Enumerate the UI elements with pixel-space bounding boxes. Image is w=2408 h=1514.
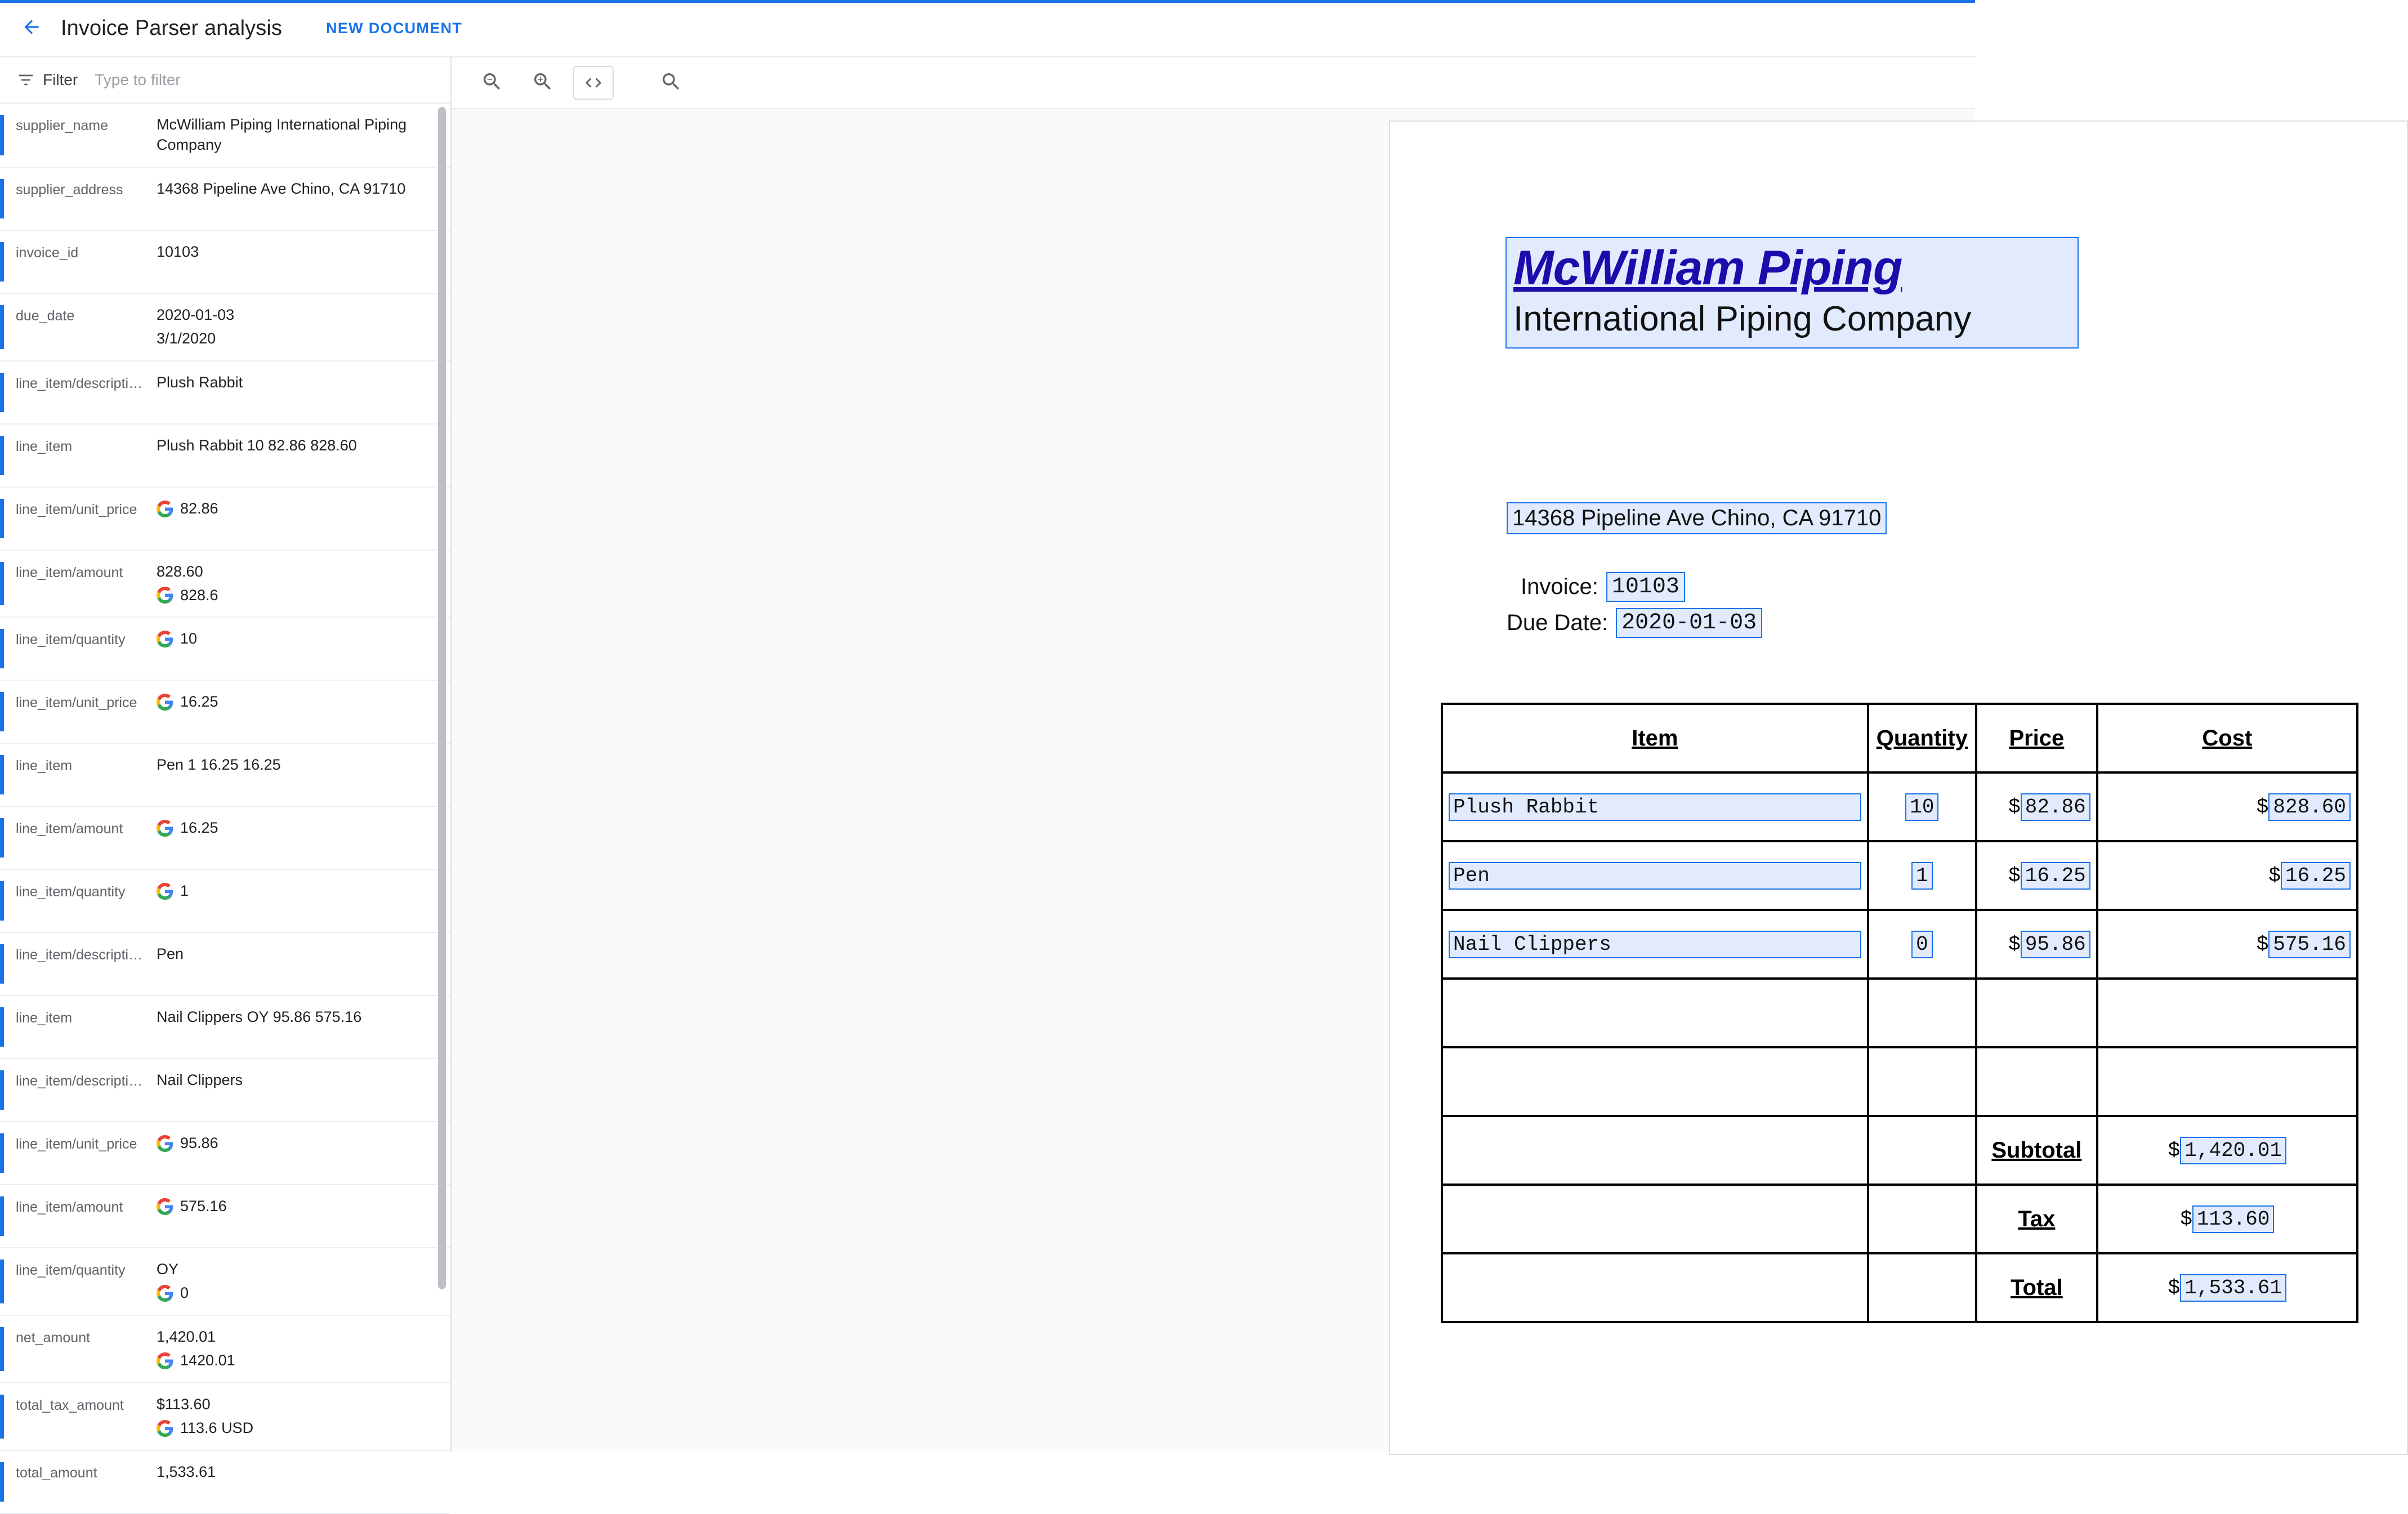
due-date-label: Due Date: — [1507, 610, 1609, 635]
entity-value-text: Nail Clippers OY 95.86 575.16 — [157, 1008, 362, 1026]
google-logo-icon — [157, 1420, 173, 1437]
entity-value-text: 0 — [180, 1284, 189, 1302]
invoice-table-header-row — [1442, 704, 2357, 772]
entity-color-bar — [0, 1260, 4, 1303]
entity-values — [157, 499, 450, 519]
entity-color-bar — [0, 692, 4, 731]
google-logo-icon — [157, 820, 173, 837]
totals-value-cell — [2097, 1116, 2357, 1185]
entity-value — [157, 436, 436, 456]
entity-color-bar — [0, 1462, 4, 1502]
entity-values — [157, 1007, 450, 1028]
line-item-quantity-highlight[interactable]: 10 — [1905, 793, 1938, 821]
entities-panel — [0, 57, 452, 1481]
document-canvas[interactable] — [452, 109, 2346, 1452]
google-logo-icon — [157, 1135, 173, 1152]
zoom-out-button[interactable] — [472, 62, 512, 103]
entity-color-bar — [0, 1133, 4, 1173]
entity-color-bar — [0, 305, 4, 349]
entity-value-text: 10103 — [157, 243, 199, 260]
back-button[interactable] — [16, 12, 47, 44]
invoice-table-row — [1442, 910, 2357, 979]
entity-value-text: 14368 Pipeline Ave Chino, CA 91710 — [157, 180, 406, 197]
page-title: Invoice Parser analysis — [61, 16, 283, 40]
entity-key: invoice_id — [16, 244, 79, 261]
entity-values — [157, 1070, 450, 1091]
entity-value-text: Pen — [157, 945, 184, 963]
empty-cell — [1868, 1047, 1976, 1116]
entity-key: line_item/unit_price — [16, 501, 137, 517]
entity-key: line_item/descripti… — [16, 1073, 143, 1089]
currency-symbol: $ — [2008, 864, 2021, 887]
entity-color-bar — [0, 562, 4, 606]
entity-row[interactable] — [0, 1248, 450, 1316]
entity-value — [157, 1327, 436, 1347]
invoice-table-empty-row — [1442, 1047, 2357, 1116]
entity-row[interactable] — [0, 1185, 450, 1248]
entity-values — [157, 818, 450, 838]
entity-value — [157, 373, 436, 393]
entity-values — [157, 629, 450, 649]
entity-value — [157, 692, 436, 712]
top-app-bar — [0, 0, 1975, 57]
entity-key: net_amount — [16, 1330, 91, 1346]
entity-row[interactable] — [0, 168, 450, 231]
view-json-button[interactable] — [573, 62, 614, 103]
entity-value-text: 828.6 — [180, 586, 218, 604]
main-body — [0, 57, 2346, 1481]
entity-value — [157, 1196, 436, 1217]
entity-values — [157, 755, 450, 775]
entity-key: line_item/quantity — [16, 1262, 126, 1279]
entity-row[interactable] — [0, 294, 450, 361]
invoice-totals-row — [1442, 1253, 2357, 1322]
entity-value — [157, 1462, 436, 1482]
arrow-back-icon — [21, 16, 42, 41]
entity-color-bar — [0, 629, 4, 668]
entity-value — [157, 115, 436, 155]
filter-label: Filter — [43, 71, 78, 88]
entity-row[interactable] — [0, 870, 450, 933]
invoice-table-row — [1442, 841, 2357, 910]
entity-value — [157, 1418, 436, 1439]
entity-value — [157, 944, 436, 964]
entity-color-bar — [0, 115, 4, 155]
totals-value-highlight[interactable]: 1,533.61 — [2180, 1274, 2286, 1302]
entity-value — [157, 586, 436, 606]
google-logo-icon — [157, 1198, 173, 1215]
entity-values — [157, 1462, 450, 1482]
entity-values — [157, 1133, 450, 1154]
entity-row[interactable] — [0, 933, 450, 996]
line-item-cost-highlight[interactable]: 828.60 — [2268, 793, 2351, 821]
filter-input[interactable] — [93, 70, 450, 90]
entity-value-text: 1420.01 — [180, 1352, 235, 1369]
google-logo-icon — [157, 587, 173, 604]
zoom-out-icon — [481, 70, 503, 96]
line-item-quantity-cell — [1868, 910, 1976, 979]
google-logo-icon — [157, 501, 173, 517]
google-logo-icon — [157, 883, 173, 900]
entity-value-text: Plush Rabbit 10 82.86 828.60 — [157, 436, 357, 454]
entity-row[interactable] — [0, 996, 450, 1059]
invoice-totals-row — [1442, 1185, 2357, 1253]
invoice-id-highlight[interactable]: 10103 — [1606, 572, 1685, 602]
entity-value — [157, 499, 436, 519]
entity-value — [157, 1070, 436, 1091]
entity-color-bar — [0, 881, 4, 921]
line-item-price-highlight[interactable]: 16.25 — [2021, 862, 2090, 890]
code-brackets-icon — [573, 66, 614, 100]
entity-color-bar — [0, 1007, 4, 1047]
entity-row[interactable] — [0, 551, 450, 618]
empty-cell — [1442, 1116, 1868, 1185]
entity-row[interactable] — [0, 425, 450, 488]
google-logo-icon — [157, 694, 173, 711]
totals-value-cell — [2097, 1185, 2357, 1253]
empty-cell — [1442, 1185, 1868, 1253]
totals-value-cell — [2097, 1253, 2357, 1322]
entity-color-bar — [0, 1395, 4, 1439]
entity-values — [157, 562, 450, 606]
entity-value-text: 16.25 — [180, 819, 218, 837]
entity-list[interactable] — [0, 104, 450, 1514]
entity-value-text: 1,420.01 — [157, 1328, 216, 1346]
entity-row[interactable] — [0, 231, 450, 294]
brand-line-1: McWilliam Piping — [1513, 241, 1902, 295]
entity-color-bar — [0, 818, 4, 858]
entity-values — [157, 881, 450, 901]
entity-value-text: OY — [157, 1261, 179, 1278]
search-document-button[interactable] — [651, 62, 691, 103]
line-item-quantity-cell — [1868, 841, 1976, 910]
entity-value — [157, 1283, 436, 1303]
line-item-price-cell — [1976, 910, 2097, 979]
entity-value-text: 95.86 — [180, 1135, 218, 1152]
entity-values — [157, 115, 450, 155]
entity-color-bar — [0, 1196, 4, 1236]
line-item-description-cell — [1442, 910, 1868, 979]
search-icon — [660, 70, 682, 96]
entity-color-bar — [0, 242, 4, 282]
viewer-toolbar — [452, 57, 1975, 109]
entity-value — [157, 179, 436, 199]
entity-row[interactable] — [0, 681, 450, 744]
entity-value-text: Plush Rabbit — [157, 373, 243, 391]
entity-value — [157, 1133, 436, 1154]
due-date-highlight[interactable]: 2020-01-03 — [1616, 608, 1762, 638]
entity-values — [157, 1327, 450, 1371]
empty-cell — [2097, 1047, 2357, 1116]
line-item-price-cell — [1976, 841, 2097, 910]
line-item-description-highlight[interactable]: Nail Clippers — [1449, 931, 1861, 958]
entity-key: line_item/quantity — [16, 632, 126, 648]
line-item-price-cell — [1976, 772, 2097, 841]
invoice-document — [1390, 122, 2407, 1454]
entity-color-bar — [0, 1327, 4, 1371]
line-item-quantity-cell — [1868, 772, 1976, 841]
entity-values — [157, 1260, 450, 1303]
totals-label-cell: Tax — [1976, 1185, 2097, 1253]
entity-value — [157, 562, 436, 582]
entity-key: line_item/descripti… — [16, 947, 143, 963]
entity-value-text: 575.16 — [180, 1198, 227, 1215]
zoom-in-icon — [531, 70, 554, 96]
line-item-description-cell — [1442, 772, 1868, 841]
entity-color-bar — [0, 179, 4, 218]
entity-key: supplier_address — [16, 181, 123, 198]
entity-key: supplier_name — [16, 118, 108, 133]
invoice-table-empty-row — [1442, 979, 2357, 1047]
entity-key: line_item/amount — [16, 821, 123, 837]
currency-symbol: $ — [2008, 795, 2021, 819]
entity-value — [157, 1395, 436, 1415]
entity-value-text: McWilliam Piping International Piping Company — [157, 116, 407, 153]
currency-symbol: $ — [2168, 1276, 2181, 1299]
entity-list-scrollbar[interactable] — [438, 107, 446, 1289]
totals-value-highlight[interactable]: 113.60 — [2192, 1205, 2275, 1233]
line-item-description-highlight[interactable]: Pen — [1449, 862, 1861, 890]
entity-value — [157, 242, 436, 262]
entity-key: total_amount — [16, 1464, 97, 1481]
empty-cell — [2097, 979, 2357, 1047]
invoice-table-row — [1442, 772, 2357, 841]
entity-key: line_item — [16, 758, 73, 774]
entity-row[interactable] — [0, 1316, 450, 1383]
entity-values — [157, 436, 450, 456]
entity-values — [157, 373, 450, 393]
entity-values — [157, 305, 450, 349]
document-viewer-panel — [452, 57, 2346, 1452]
line-item-cost-highlight[interactable]: 575.16 — [2268, 931, 2351, 958]
currency-symbol: $ — [2256, 932, 2269, 956]
entity-value-text: 113.6 USD — [180, 1419, 254, 1436]
entity-color-bar — [0, 755, 4, 794]
entity-color-bar — [0, 373, 4, 412]
line-item-description-highlight[interactable]: Plush Rabbit — [1449, 793, 1861, 821]
empty-cell — [1442, 1253, 1868, 1322]
entity-value-text: 2020-01-03 — [157, 306, 235, 323]
entity-value-text: Pen 1 16.25 16.25 — [157, 756, 281, 774]
entity-color-bar — [0, 944, 4, 984]
entity-key: total_tax_amount — [16, 1397, 124, 1414]
entity-row[interactable] — [0, 361, 450, 425]
entity-key: line_item — [16, 1010, 73, 1026]
entity-values — [157, 179, 450, 199]
supplier-name-highlight[interactable] — [1505, 237, 2079, 349]
line-item-price-highlight[interactable]: 95.86 — [2021, 931, 2090, 958]
entity-row[interactable] — [0, 1383, 450, 1451]
entity-row[interactable] — [0, 104, 450, 168]
entity-key: line_item/amount — [16, 1199, 123, 1216]
google-logo-icon — [157, 1352, 173, 1369]
entity-value-text: 828.60 — [157, 562, 203, 580]
entity-value — [157, 1260, 436, 1280]
currency-symbol: $ — [2180, 1207, 2192, 1231]
entity-row[interactable] — [0, 1451, 450, 1514]
entity-value-text: 10 — [180, 630, 198, 647]
filter-bar — [0, 57, 450, 104]
entity-values — [157, 692, 450, 712]
line-item-cost-cell — [2097, 910, 2357, 979]
entity-key: line_item — [16, 438, 73, 454]
empty-cell — [1868, 1185, 1976, 1253]
entity-color-bar — [0, 499, 4, 538]
entity-value-text: 1,533.61 — [157, 1463, 216, 1480]
invoice-table-header-cell: Cost — [2097, 704, 2357, 772]
entity-value — [157, 1007, 436, 1028]
invoice-table — [1441, 703, 2358, 1323]
entity-key: line_item/unit_price — [16, 695, 137, 711]
empty-cell — [1868, 979, 1976, 1047]
entity-value-text: 1 — [180, 882, 189, 900]
entity-row[interactable] — [0, 618, 450, 681]
totals-label-cell: Subtotal — [1976, 1116, 2097, 1185]
currency-symbol: $ — [2256, 795, 2269, 819]
invoice-id-label: Invoice: — [1521, 574, 1598, 599]
entity-value-text: 82.86 — [180, 499, 218, 517]
new-document-button[interactable]: NEW DOCUMENT — [326, 19, 463, 37]
entity-row[interactable] — [0, 1122, 450, 1185]
google-logo-icon — [157, 631, 173, 647]
empty-cell — [1442, 1047, 1868, 1116]
line-item-cost-cell — [2097, 841, 2357, 910]
invoice-id-line — [1521, 572, 1685, 602]
due-date-line — [1507, 608, 1762, 638]
entity-value-text: Nail Clippers — [157, 1071, 243, 1089]
totals-value-highlight[interactable]: 1,420.01 — [2180, 1137, 2286, 1164]
entity-value-text: 16.25 — [180, 693, 218, 711]
invoice-table-header-cell: Quantity — [1868, 704, 1976, 772]
zoom-in-button[interactable] — [522, 62, 563, 103]
entity-key: line_item/unit_price — [16, 1136, 137, 1153]
invoice-table-header-cell: Item — [1442, 704, 1868, 772]
currency-symbol: $ — [2268, 864, 2281, 887]
entity-value — [157, 881, 436, 901]
entity-value — [157, 755, 436, 775]
brand-line-2: International Piping Company — [1513, 300, 1972, 339]
line-item-price-highlight[interactable]: 82.86 — [2021, 793, 2090, 821]
empty-cell — [1868, 1253, 1976, 1322]
empty-cell — [1976, 1047, 2097, 1116]
entity-value — [157, 305, 436, 325]
entity-color-bar — [0, 436, 4, 475]
entity-key: line_item/descripti… — [16, 375, 143, 391]
empty-cell — [1442, 979, 1868, 1047]
empty-cell — [1868, 1116, 1976, 1185]
line-item-quantity-highlight[interactable]: 1 — [1911, 862, 1933, 890]
entity-value — [157, 329, 436, 349]
currency-symbol: $ — [2008, 932, 2021, 956]
entity-row[interactable] — [0, 807, 450, 870]
entity-key: line_item/quantity — [16, 884, 126, 900]
empty-cell — [1976, 979, 2097, 1047]
document-page — [1389, 120, 2408, 1455]
entity-key: due_date — [16, 307, 75, 324]
totals-label-cell: Total — [1976, 1253, 2097, 1322]
line-item-quantity-highlight[interactable]: 0 — [1911, 931, 1933, 958]
entity-value-text: 3/1/2020 — [157, 329, 216, 347]
entity-values — [157, 944, 450, 964]
entity-row[interactable] — [0, 1059, 450, 1122]
supplier-address-highlight[interactable]: 14368 Pipeline Ave Chino, CA 91710 — [1507, 502, 1887, 534]
filter-icon — [17, 71, 35, 89]
entity-values — [157, 242, 450, 262]
entity-values — [157, 1395, 450, 1439]
google-logo-icon — [157, 1285, 173, 1302]
invoice-table-header-cell: Price — [1976, 704, 2097, 772]
entity-key: line_item/amount — [16, 564, 123, 580]
entity-value-text: $113.60 — [157, 1396, 211, 1413]
entity-value — [157, 1351, 436, 1371]
line-item-description-cell — [1442, 841, 1868, 910]
entity-row[interactable] — [0, 744, 450, 807]
line-item-cost-cell — [2097, 772, 2357, 841]
entity-values — [157, 1196, 450, 1217]
entity-value — [157, 629, 436, 649]
entity-color-bar — [0, 1070, 4, 1110]
entity-row[interactable] — [0, 488, 450, 551]
entity-value — [157, 818, 436, 838]
line-item-cost-highlight[interactable]: 16.25 — [2281, 862, 2351, 890]
currency-symbol: $ — [2168, 1138, 2181, 1162]
invoice-totals-row — [1442, 1116, 2357, 1185]
